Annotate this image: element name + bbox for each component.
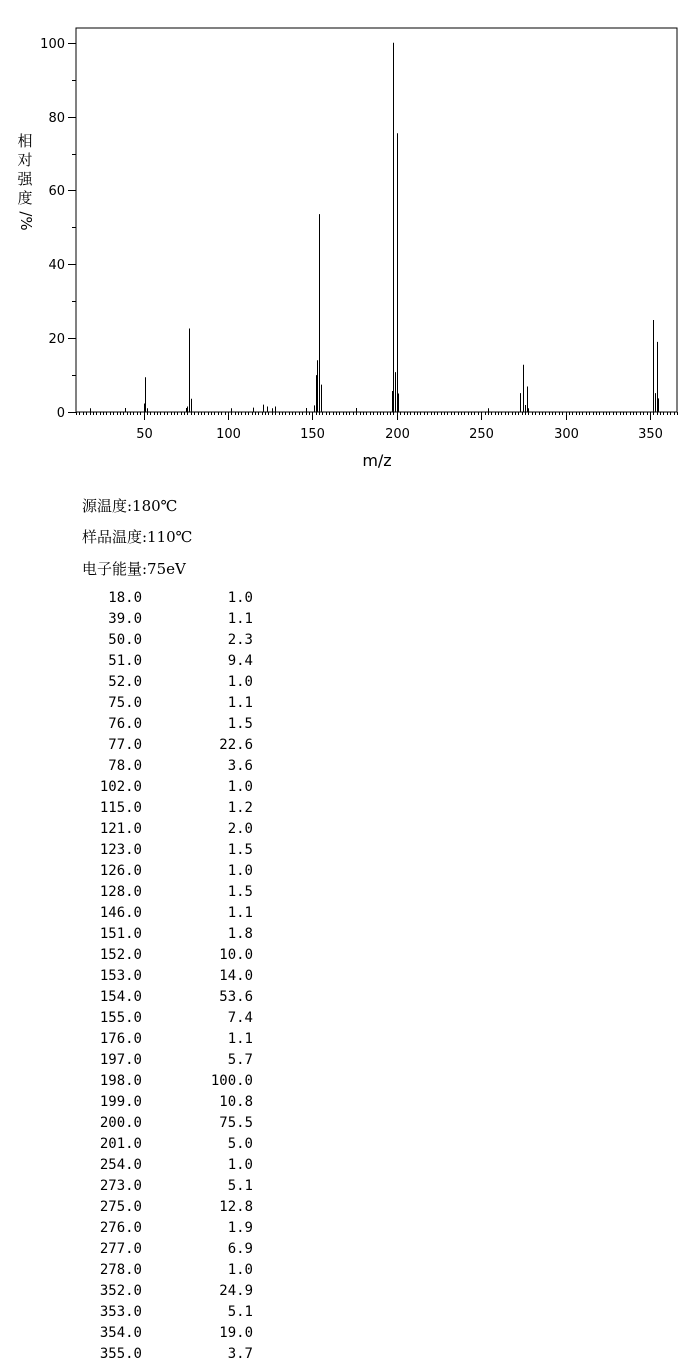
peak-intensity: 1.9 [227,1220,253,1236]
peak-intensity: 1.0 [227,674,253,690]
y-tick-label: 100 [40,37,65,52]
y-tick-label: 60 [48,184,65,199]
peak-intensity: 1.0 [227,779,253,795]
peak-intensity: 2.0 [227,821,253,837]
y-tick-label: 20 [48,332,65,347]
y-label-char: 对 [17,151,33,169]
peak-intensity: 1.2 [227,800,253,816]
sample-temperature: 样品温度:110℃ [82,528,193,546]
y-label-char: 度 [17,189,33,207]
peak-intensity: 1.1 [227,1031,253,1047]
peak-mz: 77.0 [108,737,142,753]
y-label-char: 相 [17,132,33,150]
peak-mz: 50.0 [108,632,142,648]
peak-mz: 275.0 [99,1199,142,1215]
peak-intensity: 19.0 [219,1325,253,1341]
y-axis [40,37,76,421]
peak-intensity: 5.7 [227,1052,253,1068]
peak-mz: 201.0 [99,1136,142,1152]
peak-mz: 353.0 [99,1304,142,1320]
peak-intensity: 3.6 [227,758,253,774]
peak-mz: 115.0 [99,800,142,816]
peak-mz: 39.0 [108,611,142,627]
peak-intensity: 75.5 [219,1115,253,1131]
y-label-char: /% [17,211,35,231]
peak-mz: 152.0 [99,947,142,963]
peak-mz: 128.0 [99,884,142,900]
peak-intensity: 1.0 [227,1262,253,1278]
peak-mz: 176.0 [99,1031,142,1047]
peak-intensity: 24.9 [219,1283,253,1299]
peak-intensity: 9.4 [227,653,253,669]
peak-mz: 276.0 [99,1220,142,1236]
peak-intensity: 1.1 [227,611,253,627]
peak-intensity: 7.4 [227,1010,253,1026]
peak-intensity: 12.8 [219,1199,253,1215]
peak-intensity: 22.6 [219,737,253,753]
peak-mz: 278.0 [99,1262,142,1278]
y-label-char: 强 [17,170,33,188]
peak-mz: 51.0 [108,653,142,669]
y-axis-label [17,132,35,231]
peak-mz: 199.0 [99,1094,142,1110]
peak-mz: 52.0 [108,674,142,690]
peak-mz: 75.0 [108,695,142,711]
x-tick-label: 150 [300,427,325,442]
x-tick-label: 300 [554,427,579,442]
peak-mz: 352.0 [99,1283,142,1299]
x-axis [136,412,663,442]
peak-mz: 123.0 [99,842,142,858]
peak-intensity: 10.8 [219,1094,253,1110]
peak-mz: 200.0 [99,1115,142,1131]
peak-mz: 254.0 [99,1157,142,1173]
peak-intensity: 1.0 [227,590,253,606]
peak-intensity: 1.0 [227,1157,253,1173]
peak-mz: 102.0 [99,779,142,795]
plot-frame [76,28,677,412]
peak-mz: 155.0 [99,1010,142,1026]
x-tick-label: 350 [638,427,663,442]
peak-mz: 146.0 [99,905,142,921]
peak-intensity: 5.1 [227,1178,253,1194]
peak-mz: 76.0 [108,716,142,732]
peak-intensity: 6.9 [227,1241,253,1257]
peak-intensity: 3.7 [227,1346,253,1362]
peak-intensity: 100.0 [210,1073,253,1089]
peak-mz: 273.0 [99,1178,142,1194]
peak-intensity: 5.0 [227,1136,253,1152]
peak-mz: 151.0 [99,926,142,942]
peak-intensity: 1.5 [227,884,253,900]
mass-spectrum-chart [0,0,687,480]
peak-mz: 277.0 [99,1241,142,1257]
peak-mz: 154.0 [99,989,142,1005]
peak-mz: 198.0 [99,1073,142,1089]
peak-mz: 126.0 [99,863,142,879]
y-tick-label: 80 [48,111,65,126]
y-tick-label: 0 [56,406,65,421]
peak-intensity: 1.5 [227,842,253,858]
source-temperature: 源温度:180℃ [82,497,178,515]
peak-mz: 354.0 [99,1325,142,1341]
x-tick-label: 100 [216,427,241,442]
peak-intensity: 53.6 [219,989,253,1005]
y-tick-label: 40 [48,258,65,273]
peak-intensity: 2.3 [227,632,253,648]
peak-mz: 18.0 [108,590,142,606]
x-tick-label: 250 [469,427,494,442]
electron-energy: 电子能量:75eV [82,560,186,578]
x-tick-label: 50 [136,427,153,442]
peak-intensity: 1.1 [227,905,253,921]
peak-mz: 121.0 [99,821,142,837]
peak-intensity: 10.0 [219,947,253,963]
peak-intensity: 1.0 [227,863,253,879]
peak-mz: 153.0 [99,968,142,984]
peak-intensity: 1.5 [227,716,253,732]
x-axis-label: m/z [362,451,392,470]
peak-intensity: 5.1 [227,1304,253,1320]
peak-intensity: 14.0 [219,968,253,984]
peak-mz: 78.0 [108,758,142,774]
peak-mz: 355.0 [99,1346,142,1362]
peak-intensity: 1.1 [227,695,253,711]
x-tick-label: 200 [385,427,410,442]
peak-intensity: 1.8 [227,926,253,942]
spectrum-peaks [91,43,659,412]
peak-mz: 197.0 [99,1052,142,1068]
